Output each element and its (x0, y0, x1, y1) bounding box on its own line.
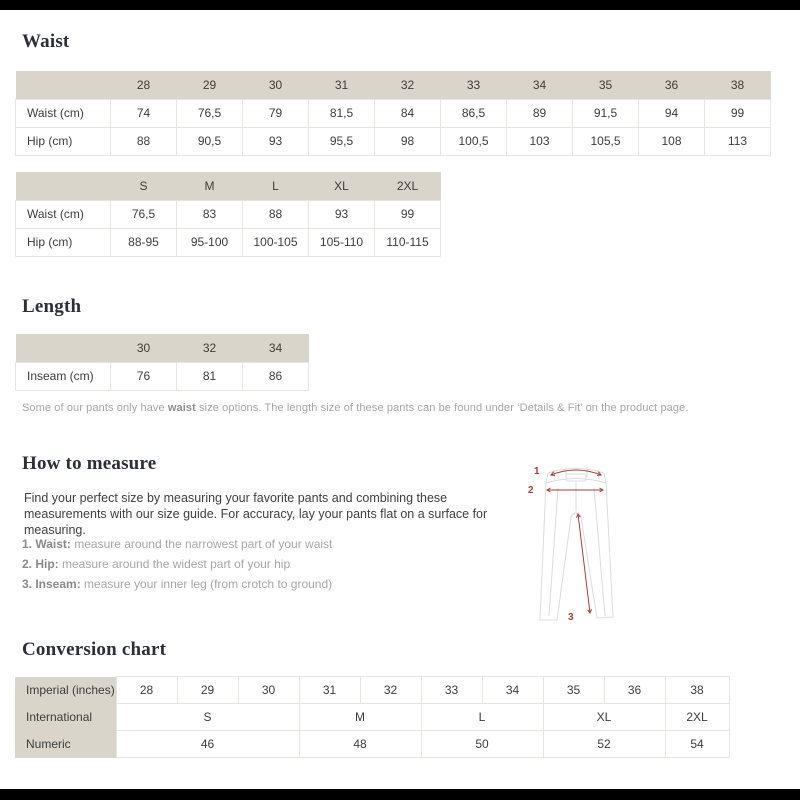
table-cell: 94 (639, 99, 705, 127)
table-cell: 95-100 (177, 228, 243, 256)
column-header: 32 (177, 334, 243, 362)
length-size-table (15, 334, 309, 391)
table-cell: 95,5 (309, 127, 375, 155)
column-header: 34 (243, 334, 309, 362)
table-cell: 86,5 (441, 99, 507, 127)
diagram-label-3: 3 (568, 612, 574, 623)
table-cell: 32 (360, 677, 421, 704)
row-label: Hip (cm) (16, 228, 111, 256)
length-note-post: size options. The length size of these pants can be found under ‘Details & Fit’ on the product page. (195, 402, 689, 414)
table-row (16, 127, 771, 155)
table-cell: 88-95 (111, 228, 177, 256)
table-cell: 89 (507, 99, 573, 127)
table-cell: 98 (375, 127, 441, 155)
letterbox-bottom-bar (0, 789, 800, 800)
table-corner-cell (16, 334, 111, 362)
table-cell: 100,5 (441, 127, 507, 155)
table-cell: 48 (299, 731, 421, 758)
column-header: XL (309, 172, 375, 200)
column-header: 38 (705, 71, 771, 99)
table-cell: 105-110 (309, 228, 375, 256)
table-cell: 79 (243, 99, 309, 127)
table-cell: 76,5 (177, 99, 243, 127)
table-cell: L (421, 704, 543, 731)
table-cell: 31 (299, 677, 360, 704)
table-corner-cell (16, 71, 111, 99)
column-header: 28 (111, 71, 177, 99)
pants-measurement-diagram (512, 448, 660, 634)
table-cell: 33 (421, 677, 482, 704)
measure-step-waist (22, 538, 332, 551)
diagram-label-2: 2 (528, 485, 534, 496)
table-cell: 93 (309, 200, 375, 228)
table-cell: 100-105 (243, 228, 309, 256)
table-cell: 91,5 (573, 99, 639, 127)
conversion-chart-table (15, 676, 730, 758)
column-header: 34 (507, 71, 573, 99)
row-label: Imperial (inches) (15, 677, 116, 704)
table-cell: 99 (375, 200, 441, 228)
measure-step-waist-text: measure around the narrowest part of your waist (70, 537, 333, 551)
length-note (22, 402, 688, 414)
table-row (15, 677, 729, 704)
table-cell: 105,5 (573, 127, 639, 155)
measure-step-inseam-text: measure your inner leg (from crotch to ground) (80, 577, 333, 591)
table-cell: XL (543, 704, 665, 731)
table-cell: 34 (482, 677, 543, 704)
how-to-measure-steps (22, 538, 332, 598)
table-row (16, 362, 309, 390)
table-cell: 86 (243, 362, 309, 390)
table-cell: 81,5 (309, 99, 375, 127)
column-header: 32 (375, 71, 441, 99)
table-cell: S (116, 704, 299, 731)
table-cell: 38 (665, 677, 729, 704)
measure-step-waist-label: 1. Waist: (22, 537, 71, 551)
column-header: 36 (639, 71, 705, 99)
table-cell: 28 (116, 677, 177, 704)
table-cell: 93 (243, 127, 309, 155)
table-cell: 76 (111, 362, 177, 390)
table-cell: 88 (111, 127, 177, 155)
row-label: Waist (cm) (16, 200, 111, 228)
conversion-section-title: Conversion chart (22, 639, 167, 660)
column-header: L (243, 172, 309, 200)
table-cell: 74 (111, 99, 177, 127)
measure-step-inseam (22, 578, 332, 591)
table-cell: 108 (639, 127, 705, 155)
table-cell: 84 (375, 99, 441, 127)
table-row (16, 228, 441, 256)
diagram-label-1: 1 (534, 466, 540, 477)
table-cell: 29 (177, 677, 238, 704)
how-to-measure-intro: Find your perfect size by measuring your favorite pants and combining these measurements with our size guide. For accuracy, lay your pants flat on a surface for measuring. (24, 491, 488, 537)
table-cell: 36 (604, 677, 665, 704)
how-to-measure-title: How to measure (22, 453, 157, 474)
measure-step-hip-label: 2. Hip: (22, 557, 59, 571)
table-cell: 88 (243, 200, 309, 228)
table-cell: 113 (705, 127, 771, 155)
row-label: Waist (cm) (16, 99, 111, 127)
table-cell: 35 (543, 677, 604, 704)
row-label: Hip (cm) (16, 127, 111, 155)
waist-size-table-numeric (15, 71, 771, 156)
length-note-bold-word: waist (167, 402, 196, 414)
table-cell: 83 (177, 200, 243, 228)
measure-step-hip (22, 558, 332, 571)
table-row (16, 200, 441, 228)
table-row (15, 731, 729, 758)
row-label: Numeric (15, 731, 116, 758)
row-label: Inseam (cm) (16, 362, 111, 390)
length-note-pre: Some of our pants only have (22, 402, 168, 414)
table-row (16, 99, 771, 127)
table-cell: 81 (177, 362, 243, 390)
measure-step-hip-text: measure around the widest part of your hip (58, 557, 291, 571)
table-cell: 50 (421, 731, 543, 758)
table-cell: 99 (705, 99, 771, 127)
table-cell: 54 (665, 731, 729, 758)
table-cell: 46 (116, 731, 299, 758)
table-cell: 30 (238, 677, 299, 704)
row-label: International (15, 704, 116, 731)
table-cell: 2XL (665, 704, 729, 731)
table-cell: 52 (543, 731, 665, 758)
column-header: M (177, 172, 243, 200)
column-header: 31 (309, 71, 375, 99)
table-cell: 76,5 (111, 200, 177, 228)
letterbox-top-bar (0, 0, 800, 10)
column-header: 2XL (375, 172, 441, 200)
column-header: 35 (573, 71, 639, 99)
column-header: 30 (111, 334, 177, 362)
table-row (15, 704, 729, 731)
column-header: 29 (177, 71, 243, 99)
table-cell: 110-115 (375, 228, 441, 256)
table-cell: M (299, 704, 421, 731)
column-header: S (111, 172, 177, 200)
waist-section-title: Waist (22, 31, 70, 52)
column-header: 30 (243, 71, 309, 99)
column-header: 33 (441, 71, 507, 99)
waist-size-table-letter (15, 172, 441, 257)
table-cell: 103 (507, 127, 573, 155)
table-cell: 90,5 (177, 127, 243, 155)
table-corner-cell (16, 172, 111, 200)
length-section-title: Length (22, 296, 82, 317)
measure-step-inseam-label: 3. Inseam: (22, 577, 81, 591)
